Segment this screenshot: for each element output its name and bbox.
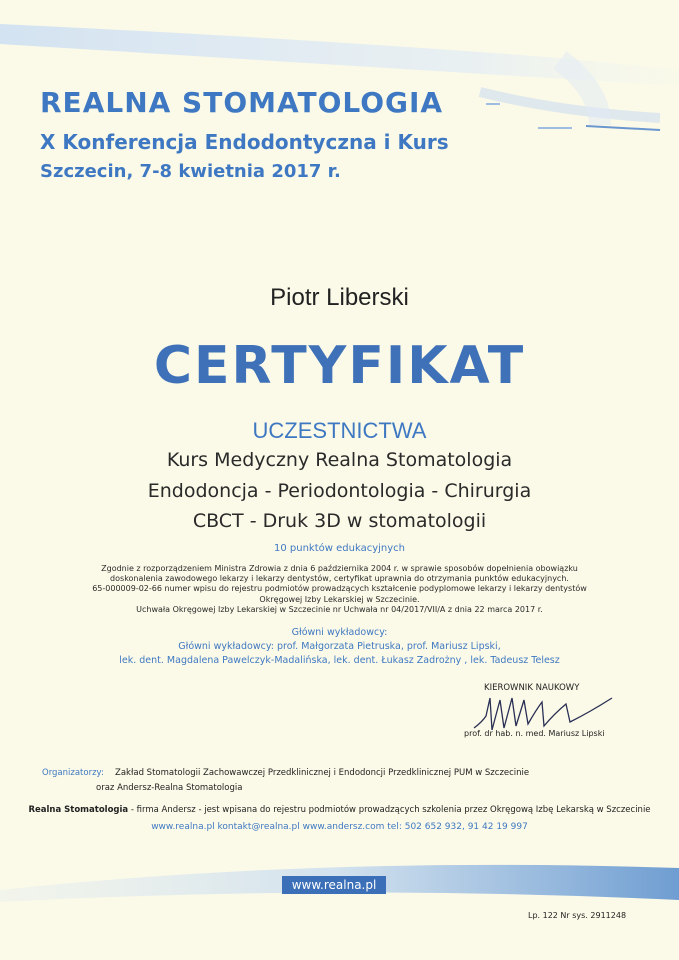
legal-line: Okręgowej Izby Lekarskiej w Szczecinie. [259,594,420,604]
firm-registration [0,805,679,815]
certificate-title: CERTYFIKAT [153,336,526,396]
legal-line: Zgodnie z rozporządzeniem Ministra Zdrowia z dnia 6 października 2004 r. w sprawie sposobów dopełnienia obowiązku [101,564,578,573]
handwritten-signature [470,692,620,734]
organizers-label: Organizatorzy: [42,768,104,778]
lecturers-line: lek. dent. Magdalena Pawelczyk-Madalińska, lek. dent. Łukasz Zadrożny , lek. Tadeusz Telesz [119,655,560,666]
certificate-subtitle: UCZESTNICTWA [252,418,427,443]
course-line: Kurs Medyczny Realna Stomatologia [166,449,513,471]
firm-name: Realna Stomatologia [28,805,129,815]
legal-line: 65-000009-02-66 numer wpisu do rejestru podmiotów prowadzących kształcenie podyplomowe lekarzy i lekarzy dentystów [92,584,587,594]
lecturers-line: Główni wykładowcy: prof. Małgorzata Pietruska, prof. Mariusz Lipski, [178,641,501,652]
recipient-name: Piotr Liberski [270,284,409,311]
contact-info: www.realna.pl kontakt@realna.pl www.andersz.com tel: 502 652 932, 91 42 19 997 [151,822,528,832]
firm-text: - firma Andersz - jest wpisana do rejestru podmiotów prowadzących szkolenia przez Okręgową Izbę Lekarską w Szczecinie [128,805,651,815]
website-badge[interactable]: www.realna.pl [282,876,386,894]
organizers-line: oraz Andersz-Realna Stomatologia [96,783,243,793]
legal-line: doskonalenia zawodowego lekarzy i lekarzy dentystów, certyfikat uprawnia do otrzymania punktów edukacyjnych. [110,574,569,584]
lecturers-heading: Główni wykładowcy: [291,627,388,638]
signature-role: KIEROWNIK NAUKOWY [484,683,580,693]
legal-line: Uchwała Okręgowej Izby Lekarskiej w Szczecinie nr Uchwała nr 04/2017/VII/A z dnia 22 marca 2017 r. [136,604,543,614]
registry-number: Lp. 122 Nr sys. 2911248 [528,911,627,920]
brand-title: REALNA STOMATOLOGIA [40,86,444,119]
conference-date: Szczecin, 7-8 kwietnia 2017 r. [40,161,341,182]
legal-text [0,564,679,615]
education-points: 10 punktów edukacyjnych [274,543,405,554]
organizers-line: Zakład Stomatologii Zachowawczej Przedklinicznej i Endodoncji Przedklinicznej PUM w Szczecinie [115,768,530,778]
course-line: CBCT - Druk 3D w stomatologii [192,510,487,532]
conference-title: X Konferencja Endodontyczna i Kurs [40,130,449,154]
signature-name: prof. dr hab. n. med. Mariusz Lipski [464,729,605,738]
course-line: Endodoncja - Periodontologia - Chirurgia [147,480,532,502]
